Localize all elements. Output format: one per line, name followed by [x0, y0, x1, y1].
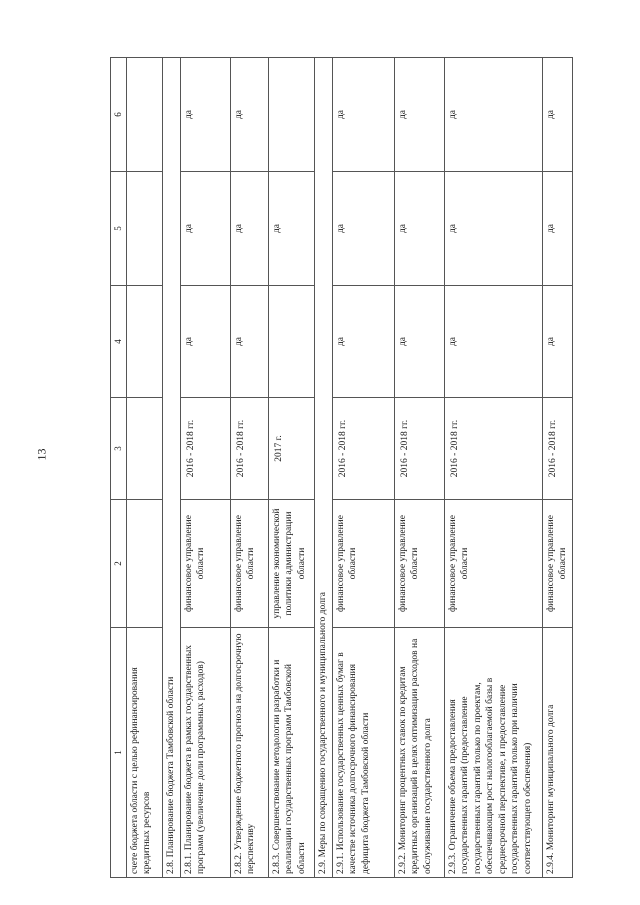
- plan-table: [110, 57, 573, 878]
- responsible-cell: финансовое управление области: [180, 500, 230, 628]
- year-2016-cell: да: [332, 286, 394, 398]
- year-2018-cell: да: [444, 58, 542, 172]
- period-cell: 2016 - 2018 гг.: [332, 398, 394, 500]
- year-2017-cell: да: [332, 172, 394, 286]
- measure-cell: 2.8.1. Планирование бюджета в рамках государственных программ (увеличение доли программных расходов): [180, 628, 230, 878]
- header-cell: 4: [111, 286, 127, 398]
- year-2017-cell: [126, 172, 162, 286]
- period-cell: 2016 - 2018 гг.: [444, 398, 542, 500]
- period-cell: 2016 - 2018 гг.: [230, 398, 268, 500]
- table-row: [180, 58, 230, 878]
- year-2016-cell: да: [444, 286, 542, 398]
- year-2018-cell: да: [394, 58, 444, 172]
- year-2016-cell: [268, 286, 314, 398]
- year-2017-cell: да: [394, 172, 444, 286]
- year-2018-cell: да: [332, 58, 394, 172]
- responsible-cell: финансовое управление области: [542, 500, 572, 628]
- year-2016-cell: да: [394, 286, 444, 398]
- page-number: 13: [34, 448, 49, 461]
- period-cell: 2017 г.: [268, 398, 314, 500]
- table-row: [394, 58, 444, 878]
- measure-cell: 2.8.3. Совершенствование методологии разработки и реализации государственных программ Тамбовской области: [268, 628, 314, 878]
- table-row: [268, 58, 314, 878]
- section-title: 2.9. Меры по сокращению государственного и муниципального долга: [314, 58, 332, 878]
- responsible-cell: финансовое управление области: [394, 500, 444, 628]
- responsible-cell: финансовое управление области: [230, 500, 268, 628]
- year-2017-cell: да: [444, 172, 542, 286]
- table-row: [230, 58, 268, 878]
- header-cell: 6: [111, 58, 127, 172]
- header-cell: 3: [111, 398, 127, 500]
- year-2017-cell: да: [180, 172, 230, 286]
- header-cell: 5: [111, 172, 127, 286]
- rotated-table-container: [110, 58, 600, 878]
- table-row: [542, 58, 572, 878]
- responsible-cell: управление экономической политики администрации области: [268, 500, 314, 628]
- table-row: [332, 58, 394, 878]
- header-cell: 1: [111, 628, 127, 878]
- measure-cell: счете бюджета области с целью рефинансирования кредитных ресурсов: [126, 628, 162, 878]
- measure-cell: 2.9.1. Использование государственных ценных бумаг в качестве источника долгосрочного финансирования дефицита бюджета Тамбовской области: [332, 628, 394, 878]
- year-2018-cell: [268, 58, 314, 172]
- year-2018-cell: [126, 58, 162, 172]
- section-title: 2.8. Планирование бюджета Тамбовской области: [162, 58, 180, 878]
- period-cell: 2016 - 2018 гг.: [542, 398, 572, 500]
- table-row: [444, 58, 542, 878]
- year-2016-cell: [126, 286, 162, 398]
- responsible-cell: финансовое управление области: [444, 500, 542, 628]
- measure-cell: 2.9.4. Мониторинг муниципального долга: [542, 628, 572, 878]
- measure-cell: 2.9.3. Ограничение объема предоставления государственных гарантий (предоставление государственных гарантий только по проектам, обеспечивающим рост налогооблагаемой базы в среднесрочной перспективе, и предоставление государственных гарантий только при наличии соответствующего обеспечения): [444, 628, 542, 878]
- year-2018-cell: да: [180, 58, 230, 172]
- year-2016-cell: да: [180, 286, 230, 398]
- year-2016-cell: да: [542, 286, 572, 398]
- measure-cell: 2.8.2. Утверждение бюджетного прогноза на долгосрочную перспективу: [230, 628, 268, 878]
- year-2018-cell: да: [542, 58, 572, 172]
- section-row: [314, 58, 332, 878]
- year-2017-cell: да: [542, 172, 572, 286]
- header-cell: 2: [111, 500, 127, 628]
- table-row: [126, 58, 162, 878]
- year-2017-cell: да: [268, 172, 314, 286]
- period-cell: 2016 - 2018 гг.: [180, 398, 230, 500]
- header-row: [111, 58, 127, 878]
- year-2017-cell: да: [230, 172, 268, 286]
- year-2016-cell: да: [230, 286, 268, 398]
- year-2018-cell: да: [230, 58, 268, 172]
- period-cell: 2016 - 2018 гг.: [394, 398, 444, 500]
- period-cell: [126, 398, 162, 500]
- measure-cell: 2.9.2. Мониторинг процентных ставок по кредитам кредитных организаций в целях оптимизации расходов на обслуживание государственного долга: [394, 628, 444, 878]
- responsible-cell: [126, 500, 162, 628]
- section-row: [162, 58, 180, 878]
- responsible-cell: финансовое управление области: [332, 500, 394, 628]
